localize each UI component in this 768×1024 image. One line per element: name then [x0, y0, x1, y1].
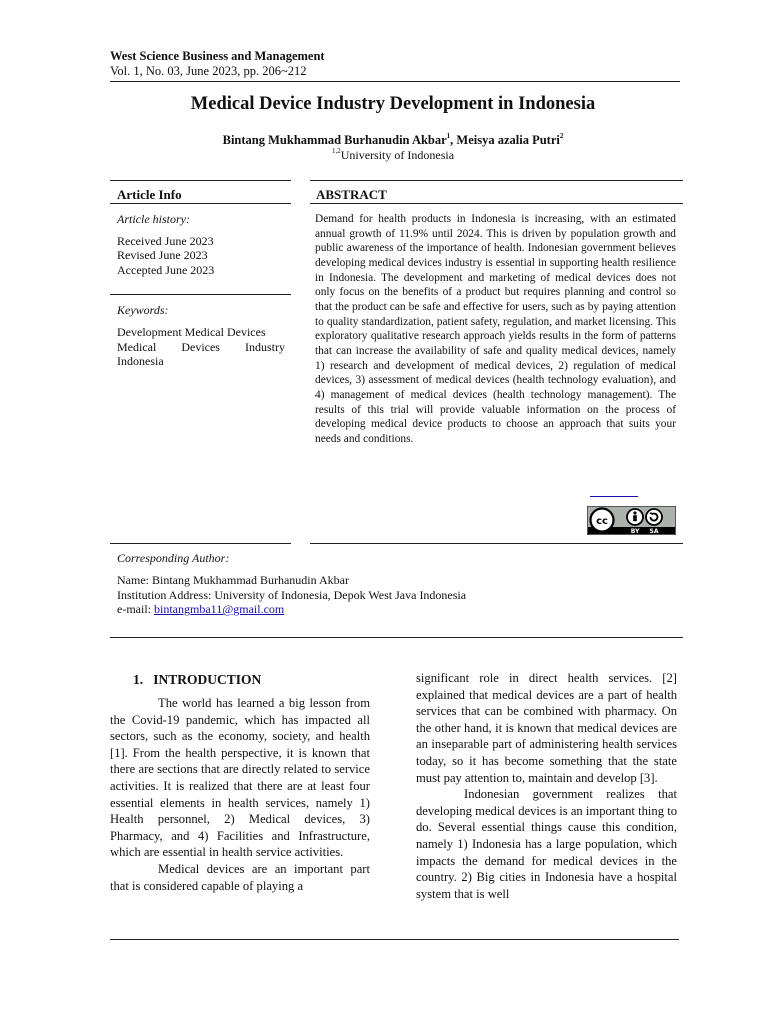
- received-date: Received June 2023: [117, 234, 214, 248]
- corresponding-right-rule: [310, 543, 683, 544]
- article-info-heading: Article Info: [117, 187, 182, 202]
- keyword-item: Development Medical Devices: [117, 325, 266, 339]
- abstract-text: Demand for health products in Indonesia is increasing, with an estimated annual growth of 11.9% until 2024. This is driven by population growth and public awareness of the importance of health. Indonesian government believes developing medical devices industry is essential in supporting health resilience in Indonesia. The development and marketing of medical devices does not only focus on the benefits of a product but requires planning and control so that the product can be safe and effective for users, such as by paying attention to quality standardization, patient safety, regulation, and market licensing. This exploratory qualitative research approach yields results in the form of patterns that can increase the availability of safe and quality medical devices, namely 1) research and development of medical devices, 2) regulation of medical devices, 3) assessment of medical devices (health technology evaluation), and 4) management of medical devices (health technology management). The results of this trial will provide valuable information on the process of developing medical device products to choose an approach that suits your needs and conditions.: [315, 213, 676, 445]
- svg-text:cc: cc: [596, 516, 608, 527]
- accepted-date: Accepted June 2023: [117, 263, 215, 277]
- license-sa-label: SA: [649, 528, 659, 535]
- author-list: [0, 133, 768, 148]
- license-link-line[interactable]: [590, 496, 638, 497]
- cc-by-sa-license-icon[interactable]: [587, 506, 676, 535]
- body-paragraph: Medical devices are an important part that is considered capable of playing a: [110, 861, 370, 893]
- abstract-heading: ABSTRACT: [316, 187, 387, 202]
- abstract-head-rule: [310, 203, 683, 204]
- corresponding-email-line: [117, 602, 284, 617]
- author-separator: ,: [450, 133, 457, 147]
- affiliation-name: University of Indonesia: [340, 148, 455, 162]
- body-paragraph: The world has learned a big lesson from the Covid-19 pandemic, which has impacted all sectors, such as the economy, society, and health [1]. From the health perspective, it is known that there are sections that are directly related to service activities. It is realized that there are at least four essential elements in health services, namely 1) Health personnel, 2) Medical devices, 3) Pharmacy, and 4) Facilities and Infrastructure, which are essential in health service activities.: [110, 696, 370, 860]
- author-name: Meisya azalia Putri: [456, 133, 560, 147]
- journal-volume: Vol. 1, No. 03, June 2023, pp. 206~212: [110, 64, 307, 78]
- info-top-rule: [110, 180, 291, 181]
- keyword-item: [117, 340, 285, 355]
- email-label: e-mail:: [117, 602, 154, 616]
- header-rule: [110, 81, 680, 82]
- email-link[interactable]: bintangmba11@gmail.com: [153, 602, 285, 616]
- body-right-column: [416, 670, 677, 920]
- body-paragraph: significant role in direct health services. [2] explained that medical devices are a part of health services that can be combined with pharmacy. On the other hand, it is known that medical devices are an inseparable part of administering health services today, so it has become something that the state must pay attention to, maintain and develop [3].: [416, 671, 677, 785]
- journal-name: West Science Business and Management: [110, 49, 325, 63]
- corresponding-address: Institution Address: University of Indonesia, Depok West Java Indonesia: [117, 588, 467, 602]
- info-head-rule: [110, 203, 291, 204]
- corresponding-name: Name: Bintang Mukhammad Burhanudin Akbar: [117, 573, 349, 587]
- keywords-label: Keywords:: [117, 303, 169, 317]
- keyword-item: Indonesia: [117, 354, 164, 368]
- author-affil-mark: 2: [559, 132, 564, 140]
- corresponding-label: Corresponding Author:: [117, 551, 230, 565]
- paper-title: Medical Device Industry Development in Indonesia: [190, 94, 596, 114]
- history-label: Article history:: [117, 212, 190, 226]
- body-paragraph: Indonesian government realizes that developing medical devices is an important thing to do. Several essential things cause this condition, namely 1) Indonesia has a large population, which impacts the demand for medical devices in the country. 2) Big cities in Indonesia have a hospital system that is well: [416, 787, 677, 901]
- author-name: Bintang Mukhammad Burhanudin Akbar: [222, 133, 447, 147]
- keyword-item-text: Medical Devices Industry: [117, 340, 285, 354]
- affil-mark: 1,2: [331, 147, 341, 155]
- front-matter-bottom-rule: [110, 637, 683, 638]
- author-affil-mark: 1: [446, 132, 451, 140]
- affiliation: [0, 148, 768, 163]
- body-left-column: [110, 695, 370, 915]
- abstract-top-rule: [310, 180, 683, 181]
- corresponding-left-rule: [110, 543, 291, 544]
- license-by-label: BY: [630, 528, 640, 535]
- section-heading: 1. INTRODUCTION: [133, 672, 262, 687]
- revised-date: Revised June 2023: [117, 248, 208, 262]
- keywords-top-rule: [110, 294, 291, 295]
- footer-rule: [110, 939, 679, 940]
